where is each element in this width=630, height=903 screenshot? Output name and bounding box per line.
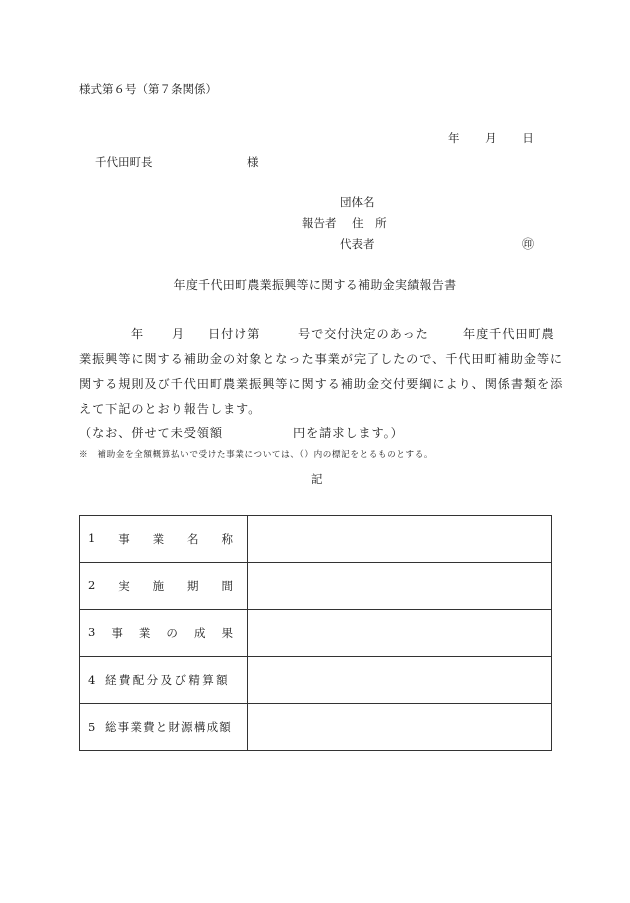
form-number: 様式第６号（第７条関係） (79, 82, 217, 96)
row-label (80, 610, 248, 657)
body-line-4: えて下記のとおり報告します。 (79, 402, 262, 416)
row-label (80, 657, 248, 704)
table-row (80, 563, 552, 610)
row-label-text: 経費配分及び精算額 (104, 673, 231, 687)
row-number: 4 (88, 673, 96, 687)
row-number: 3 (88, 625, 96, 639)
date-year: 年 (448, 131, 460, 145)
label-char: 事 (111, 626, 123, 640)
row-value-cell[interactable] (248, 516, 552, 563)
addressee: 千代田町長 (95, 155, 153, 169)
addressee-line (95, 155, 259, 169)
row-value-cell[interactable] (248, 704, 552, 751)
label-char: 間 (221, 579, 233, 593)
row-number: 1 (88, 531, 96, 545)
row-number: 5 (88, 720, 96, 734)
document-title: 年度千代田町農業振興等に関する補助金実績報告書 (173, 278, 457, 292)
body-date-issue: 日付け第 (208, 327, 261, 341)
body-line-5 (79, 427, 404, 439)
label-char: の (166, 626, 178, 640)
row-value-cell[interactable] (248, 610, 552, 657)
row-value-cell[interactable] (248, 563, 552, 610)
table-row (80, 516, 552, 563)
unreceived-label: （なお、併せて未受領額 (79, 426, 223, 440)
request-label: 円を請求します。） (292, 426, 404, 440)
address-label: 住 所 (352, 216, 387, 230)
table-row (80, 704, 552, 751)
body-decision: 号で交付決定のあった (298, 327, 429, 341)
date-day: 日 (522, 131, 534, 145)
reporter-address-line (302, 218, 387, 230)
body-month: 月 (172, 327, 186, 341)
label-char: 業 (152, 532, 165, 546)
note: ※ 補助金を全額概算払いで受けた事業については、（）内の標記をとるものとする。 (79, 450, 434, 460)
table-row (80, 610, 552, 657)
body-line-2: 業振興等に関する補助金の対象となった事業が完了したので、千代田町補助金等に (79, 352, 563, 366)
label-char: 期 (187, 579, 199, 593)
body-line-1 (79, 328, 559, 342)
body-year: 年 (131, 327, 145, 341)
body-line-3: 関する規則及び千代田町農業振興等に関する補助金交付要綱により、関係書類を添 (79, 377, 564, 391)
label-char: 事 (118, 532, 130, 546)
label-char: 実 (118, 579, 130, 593)
date-line (448, 133, 534, 145)
row-number: 2 (88, 578, 96, 592)
label-char: 施 (152, 579, 165, 593)
items-table (79, 515, 552, 751)
row-value-cell[interactable] (248, 657, 552, 704)
representative-label: 代表者 (340, 237, 375, 251)
honorific: 様 (247, 155, 259, 169)
row-label-text: 総事業費と財源構成額 (104, 720, 232, 734)
label-char: 果 (221, 626, 233, 640)
label-char: 名 (187, 532, 199, 546)
table-row (80, 657, 552, 704)
row-label (80, 516, 248, 563)
date-month: 月 (485, 131, 497, 145)
row-label (80, 704, 248, 751)
reporter-label: 報告者 (302, 216, 337, 230)
label-char: 業 (138, 626, 151, 640)
seal-mark: ㊞ (522, 237, 535, 251)
body-fiscal: 年度千代田町農 (463, 327, 555, 341)
ki-heading: 記 (311, 472, 323, 486)
org-name-label: 団体名 (340, 195, 375, 209)
label-char: 称 (221, 532, 233, 546)
row-label (80, 563, 248, 610)
label-char: 成 (193, 626, 206, 640)
